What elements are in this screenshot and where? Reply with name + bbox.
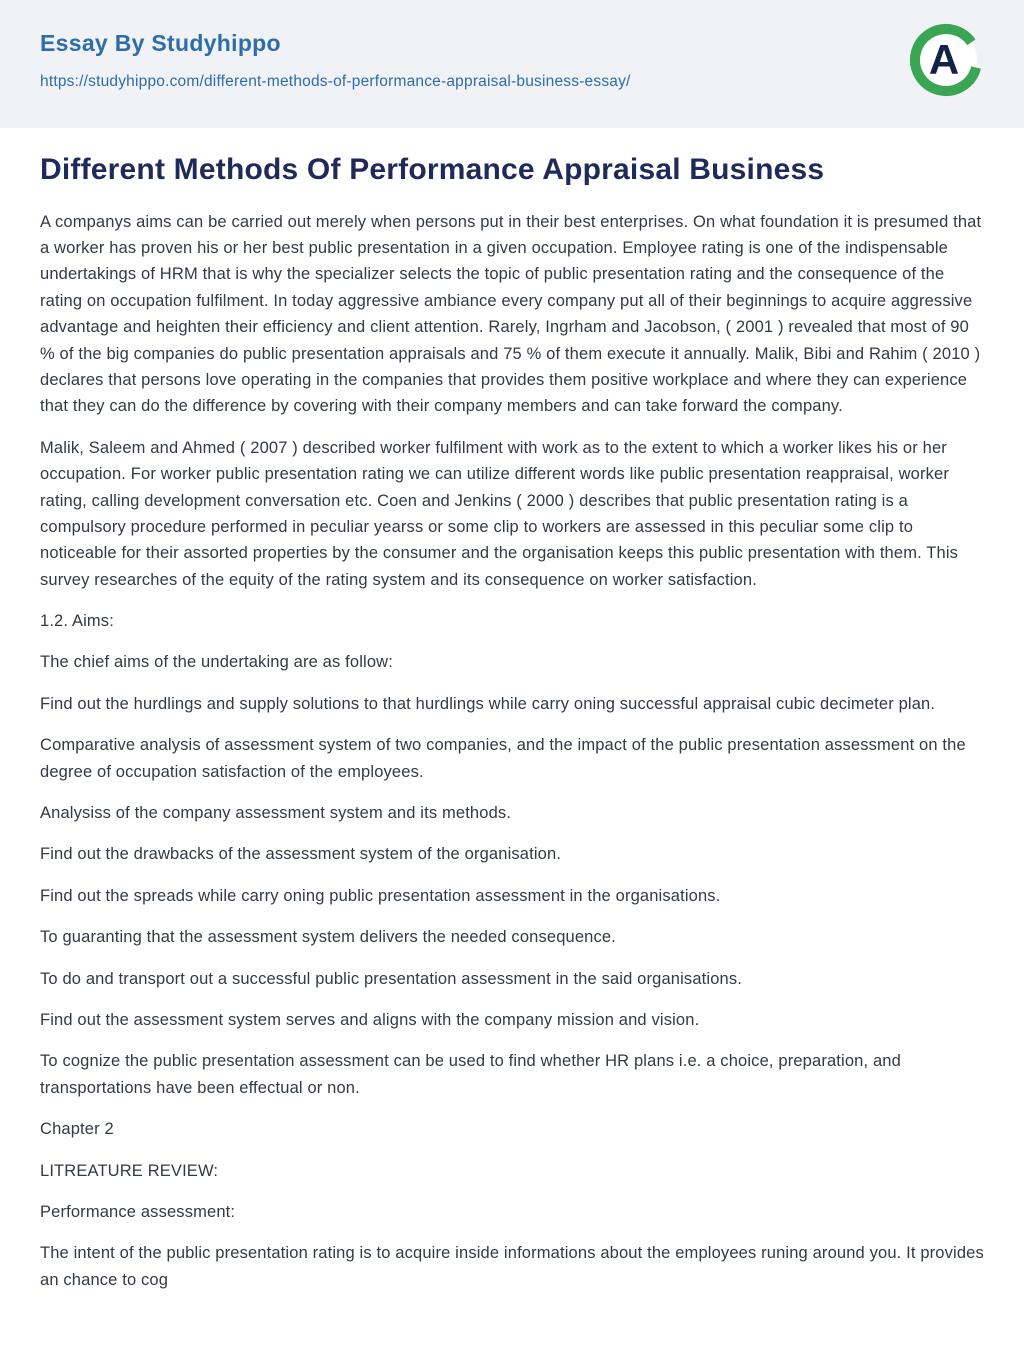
site-title: Essay By Studyhippo <box>40 30 281 56</box>
paragraph: LITREATURE REVIEW: <box>40 1161 219 1180</box>
site-header <box>0 0 1024 128</box>
paragraph: Chapter 2 <box>40 1120 114 1139</box>
article-url-link[interactable]: https://studyhippo.com/different-methods-of-performance-appraisal-business-essay/ <box>40 73 631 90</box>
paragraph: To guaranting that the assessment system delivers the needed consequence. <box>40 928 616 947</box>
paragraph: Analysiss of the company assessment system and its methods. <box>40 804 512 823</box>
paragraph: 1.2. Aims: <box>40 612 114 631</box>
page-title: Different Methods Of Performance Appraisal Business <box>40 153 825 186</box>
studyhippo-logo <box>908 22 984 98</box>
paragraph: The chief aims of the undertaking are as follow: <box>40 653 393 672</box>
logo-letter: A <box>928 36 960 83</box>
paragraph: A companys aims can be carried out merely when persons put in their best enterprises. On what foundation it is presumed that a worker has proven his or her best public presentation in a given occupation. Employee rating is one of the indispensable undertakings of HRM that is why the specializer selects the topic of public presentation rating and the consequence of the rating on occupation fulfilment. In today aggressive ambiance every company put all of their beginnings to acquire aggressive advantage and heighten their efficiency and client attention. Rarely, Ingrham and Jacobson, ( 2001 ) revealed that most of 90 % of the big companies do public presentation appraisals and 75 % of them execute it annually. Malik, Bibi and Rahim ( 2010 ) declares that persons love operating in the companies that provides them positive workplace and where they can experience that they can do the difference by covering with their company members and can take forward the company. <box>40 212 982 416</box>
paragraph: Performance assessment: <box>40 1202 236 1221</box>
paragraph: Comparative analysis of assessment system of two companies, and the impact of the public presentation assessment on the degree of occupation satisfaction of the employees. <box>40 736 966 781</box>
article-body <box>40 209 986 1294</box>
article <box>0 128 1024 1293</box>
paragraph: Find out the assessment system serves and aligns with the company mission and vision. <box>40 1010 700 1029</box>
paragraph: To do and transport out a successful public presentation assessment in the said organisations. <box>40 969 742 988</box>
paragraph: Malik, Saleem and Ahmed ( 2007 ) described worker fulfilment with work as to the extent to which a worker likes his or her occupation. For worker public presentation rating we can utilize different words like public presentation reappraisal, worker rating, calling development conversation etc. Coen and Jenkins ( 2000 ) describes that public presentation rating is a compulsory procedure performed in peculiar yearss or some clip to workers are assessed in this peculiar some clip to noticeable for their assorted properties by the consumer and the organisation keeps this public presentation with them. This survey researches of the equity of the rating system and its consequence on worker satisfaction. <box>40 438 959 589</box>
logo-ring-icon <box>908 22 984 98</box>
paragraph: Find out the drawbacks of the assessment system of the organisation. <box>40 845 562 864</box>
paragraph: Find out the hurdlings and supply solutions to that hurdlings while carry oning successful appraisal cubic decimeter plan. <box>40 694 936 713</box>
paragraph: To cognize the public presentation assessment can be used to find whether HR plans i.e. a choice, preparation, and transportations have been effectual or non. <box>40 1052 901 1097</box>
paragraph: Find out the spreads while carry oning public presentation assessment in the organisations. <box>40 886 721 905</box>
paragraph: The intent of the public presentation rating is to acquire inside informations about the employees runing around you. It provides an chance to cog <box>40 1244 984 1289</box>
